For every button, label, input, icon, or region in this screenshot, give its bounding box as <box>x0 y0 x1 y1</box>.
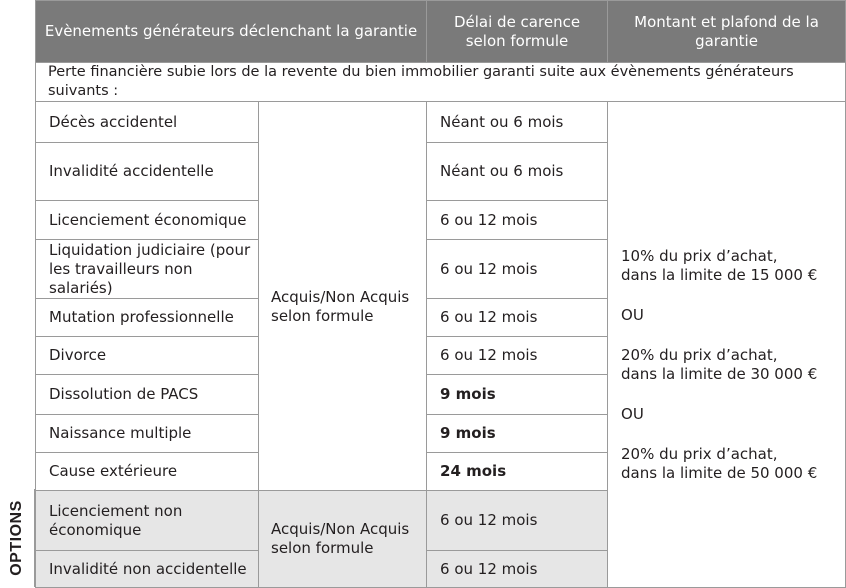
delay-cell: 6 ou 12 mois <box>427 201 608 240</box>
amount-line3a: 20% du prix d’achat, <box>621 444 778 463</box>
intro-row <box>36 63 846 102</box>
amount-or1: OU <box>621 305 644 324</box>
event-cell: Cause extérieure <box>36 453 259 491</box>
header-events: Evènements générateurs déclenchant la garantie <box>36 1 427 63</box>
option-delay-cell: 6 ou 12 mois <box>427 491 608 551</box>
amount-cell <box>608 102 846 588</box>
amount-line1a: 10% du prix d’achat, <box>621 246 778 265</box>
table-header-row <box>36 1 846 63</box>
delay-cell: 6 ou 12 mois <box>427 337 608 375</box>
acquis-options-cell: Acquis/Non Acquis selon formule <box>259 491 427 588</box>
amount-or2: OU <box>621 404 644 423</box>
option-event-cell: Invalidité non accidentelle <box>36 551 259 588</box>
delay-cell: 6 ou 12 mois <box>427 240 608 299</box>
amount-line2b: dans la limite de 30 000 € <box>621 364 818 383</box>
options-tab <box>0 489 35 587</box>
delay-cell: 9 mois <box>427 375 608 415</box>
amount-line1b: dans la limite de 15 000 € <box>621 265 818 284</box>
event-cell: Mutation professionnelle <box>36 299 259 337</box>
amount-line3b: dans la limite de 50 000 € <box>621 463 818 482</box>
event-cell: Décès accidentel <box>36 102 259 143</box>
header-delay: Délai de carence selon formule <box>427 1 608 63</box>
option-event-cell: Licenciement non économique <box>36 491 259 551</box>
option-delay-cell: 6 ou 12 mois <box>427 551 608 588</box>
event-cell: Invalidité accidentelle <box>36 143 259 201</box>
event-cell: Licenciement économique <box>36 201 259 240</box>
delay-cell: 24 mois <box>427 453 608 491</box>
amount-line2a: 20% du prix d’achat, <box>621 345 778 364</box>
delay-cell: 9 mois <box>427 415 608 453</box>
intro-text: Perte financière subie lors de la revente du bien immobilier garanti suite aux évènements générateurs suivants : <box>36 63 846 102</box>
header-amount: Montant et plafond de la garantie <box>608 1 846 63</box>
options-label: OPTIONS <box>8 500 25 576</box>
event-cell: Liquidation judiciaire (pour les travailleurs non salariés) <box>36 240 259 299</box>
event-cell: Divorce <box>36 337 259 375</box>
event-cell: Dissolution de PACS <box>36 375 259 415</box>
delay-cell: 6 ou 12 mois <box>427 299 608 337</box>
table-row <box>36 102 846 143</box>
guarantee-table <box>35 0 846 588</box>
delay-cell: Néant ou 6 mois <box>427 102 608 143</box>
acquis-cell: Acquis/Non Acquis selon formule <box>259 102 427 491</box>
event-cell: Naissance multiple <box>36 415 259 453</box>
delay-cell: Néant ou 6 mois <box>427 143 608 201</box>
